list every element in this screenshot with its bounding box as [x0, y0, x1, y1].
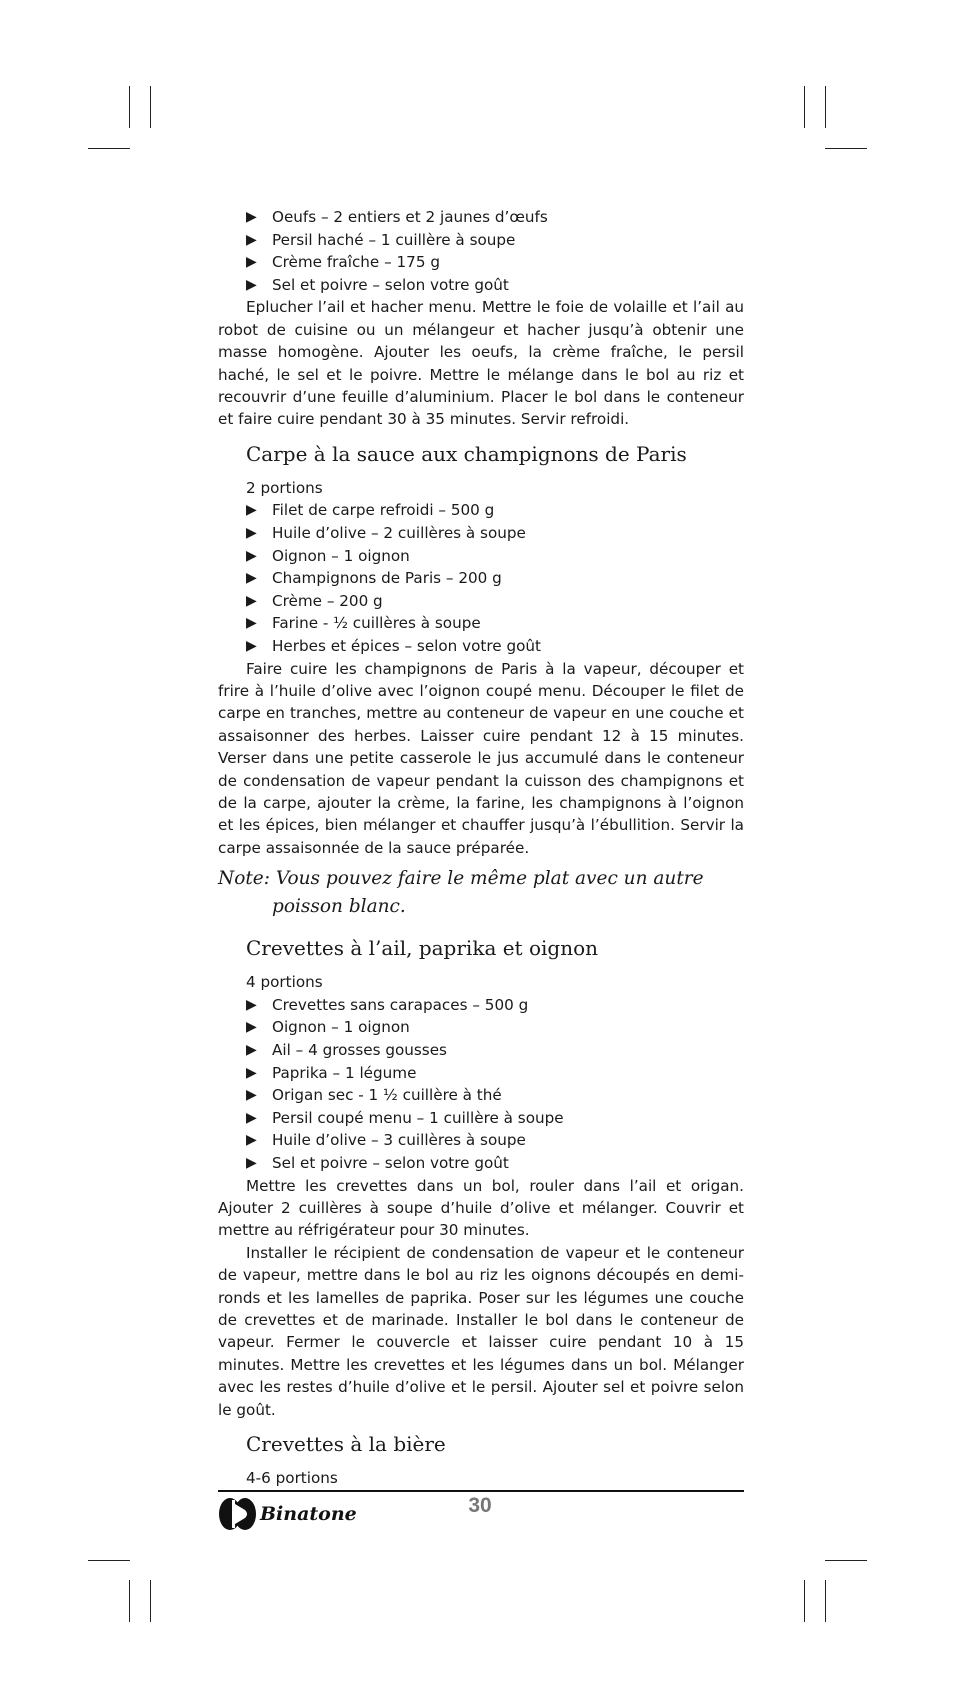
crop-mark [825, 1580, 826, 1622]
right-triangle-icon: ▶ [246, 1042, 257, 1058]
crop-mark [825, 1560, 867, 1561]
list-item: ▶ Huile d’olive – 3 cuillères à soupe [246, 1129, 744, 1152]
right-triangle-icon: ▶ [246, 547, 257, 564]
note-line: Note: Vous pouvez faire le même plat avec un autre [218, 868, 704, 890]
brand-logo [218, 1494, 357, 1534]
list-item: ▶ Huile d’olive – 2 cuillères à soupe [246, 522, 744, 545]
list-item: ▶ Filet de carpe refroidi – 500 g [246, 499, 744, 522]
list-item: ▶ Crevettes sans carapaces – 500 g [246, 994, 744, 1017]
recipe-title: Crevettes à l’ail, paprika et oignon [246, 936, 598, 961]
instructions-paragraph: Eplucher l’ail et hacher menu. Mettre le foie de volaille et l’ail au robot de cuisine ou un mélangeur et hacher jusqu’à obtenir une masse homogène. Ajouter les oeufs, la crème fraîche, le persil haché, le sel et le poivre. Mettre le mélange dans le bol au riz et recouvrir d’une feuille d’aluminium. Placer le bol dans le conteneur et faire cuire pendant 30 à 35 minutes. Servir refroidi. [218, 298, 744, 429]
crop-mark [129, 86, 130, 128]
list-item: ▶ Oeufs – 2 entiers et 2 jaunes d’œufs [246, 206, 744, 229]
crop-mark [804, 1580, 805, 1622]
portions-label: 4 portions [246, 973, 323, 992]
list-item: ▶ Crème – 200 g [246, 590, 744, 613]
right-triangle-icon: ▶ [246, 996, 257, 1013]
crop-mark [825, 86, 826, 128]
right-triangle-icon: ▶ [246, 1064, 257, 1081]
right-triangle-icon: ▶ [246, 1132, 257, 1149]
list-item: ▶ Oignon – 1 oignon [246, 545, 744, 568]
right-triangle-icon: ▶ [246, 570, 257, 587]
right-triangle-icon: ▶ [246, 502, 257, 519]
list-item: ▶ Origan sec - 1 ½ cuillère à thé [246, 1084, 744, 1107]
right-triangle-icon: ▶ [246, 254, 257, 271]
crop-mark [804, 86, 805, 128]
recipe-note [218, 865, 744, 921]
crop-mark [825, 148, 867, 149]
right-triangle-icon: ▶ [246, 276, 257, 293]
list-item: ▶ Farine - ½ cuillères à soupe [246, 612, 744, 635]
list-item: ▶ Champignons de Paris – 200 g [246, 567, 744, 590]
right-triangle-icon: ▶ [246, 592, 257, 609]
portions-label: 2 portions [246, 478, 323, 497]
right-triangle-icon: ▶ [246, 231, 257, 248]
list-item: ▶ Ail – 4 grosses gousses [246, 1039, 744, 1062]
list-item: ▶ Crème fraîche – 175 g [246, 251, 744, 274]
instructions-paragraph: Installer le récipient de condensation de vapeur et le conteneur de vapeur, mettre dans le bol au riz les oignons découpés en demi-ronds et les lamelles de paprika. Poser sur les légumes une couche de crevettes et de marinade. Installer le bol dans le conteneur de vapeur. Fermer le couvercle et laisser cuire pendant 10 à 15 minutes. Mettre les crevettes et les légumes dans un bol. Mélanger avec les restes d’huile d’olive et le persil. Ajouter sel et poivre selon le goût. [218, 1243, 744, 1419]
portions-label: 4-6 portions [246, 1469, 338, 1488]
recipe-title: Crevettes à la bière [246, 1432, 446, 1457]
list-item: ▶ Persil coupé menu – 1 cuillère à soupe [246, 1107, 744, 1130]
page-content [218, 206, 744, 1490]
note-line: poisson blanc. [272, 896, 406, 918]
right-triangle-icon: ▶ [246, 1154, 257, 1171]
brand-name: Binatone [260, 1503, 357, 1525]
ingredient-list [218, 499, 744, 657]
binatone-logo-icon [218, 1496, 258, 1532]
right-triangle-icon: ▶ [246, 209, 257, 225]
crop-mark [129, 1580, 130, 1622]
right-triangle-icon: ▶ [246, 1109, 257, 1126]
footer-divider [218, 1490, 744, 1492]
list-item: ▶ Sel et poivre – selon votre goût [246, 274, 744, 297]
right-triangle-icon: ▶ [246, 615, 257, 632]
crop-mark [88, 148, 130, 149]
ingredient-list [218, 206, 744, 296]
list-item: ▶ Oignon – 1 oignon [246, 1016, 744, 1039]
crop-mark [88, 1560, 130, 1561]
list-item: ▶ Herbes et épices – selon votre goût [246, 635, 744, 658]
list-item: ▶ Paprika – 1 légume [246, 1062, 744, 1085]
recipe-title: Carpe à la sauce aux champignons de Paris [246, 441, 687, 466]
right-triangle-icon: ▶ [246, 1087, 257, 1104]
ingredient-list [218, 994, 744, 1175]
list-item: ▶ Sel et poivre – selon votre goût [246, 1152, 744, 1175]
instructions-paragraph: Faire cuire les champignons de Paris à la vapeur, découper et frire à l’huile d’olive avec l’oignon coupé menu. Découper le filet de carpe en tranches, mettre au conteneur de vapeur en une couche et assaisonner des herbes. Laisser cuire pendant 12 à 15 minutes. Verser dans une petite casserole le jus accumulé dans le conteneur de condensation de vapeur pendant la cuisson des champignons et de la carpe, ajouter la crème, la farine, les champignons à l’oignon et les épices, bien mélanger et chauffer jusqu’à l’ébullition. Servir la carpe assaisonnée de la sauce préparée. [218, 659, 744, 857]
instructions-paragraph: Mettre les crevettes dans un bol, rouler dans l’ail et origan. Ajouter 2 cuillères à soupe d’huile d’olive et mélanger. Couvrir et mettre au réfrigérateur pour 30 minutes. [218, 1176, 744, 1240]
crop-mark [150, 86, 151, 128]
crop-mark [150, 1580, 151, 1622]
right-triangle-icon: ▶ [246, 1019, 257, 1036]
right-triangle-icon: ▶ [246, 525, 257, 541]
page-number: 30 [468, 1494, 492, 1517]
list-item: ▶ Persil haché – 1 cuillère à soupe [246, 229, 744, 252]
right-triangle-icon: ▶ [246, 637, 257, 654]
